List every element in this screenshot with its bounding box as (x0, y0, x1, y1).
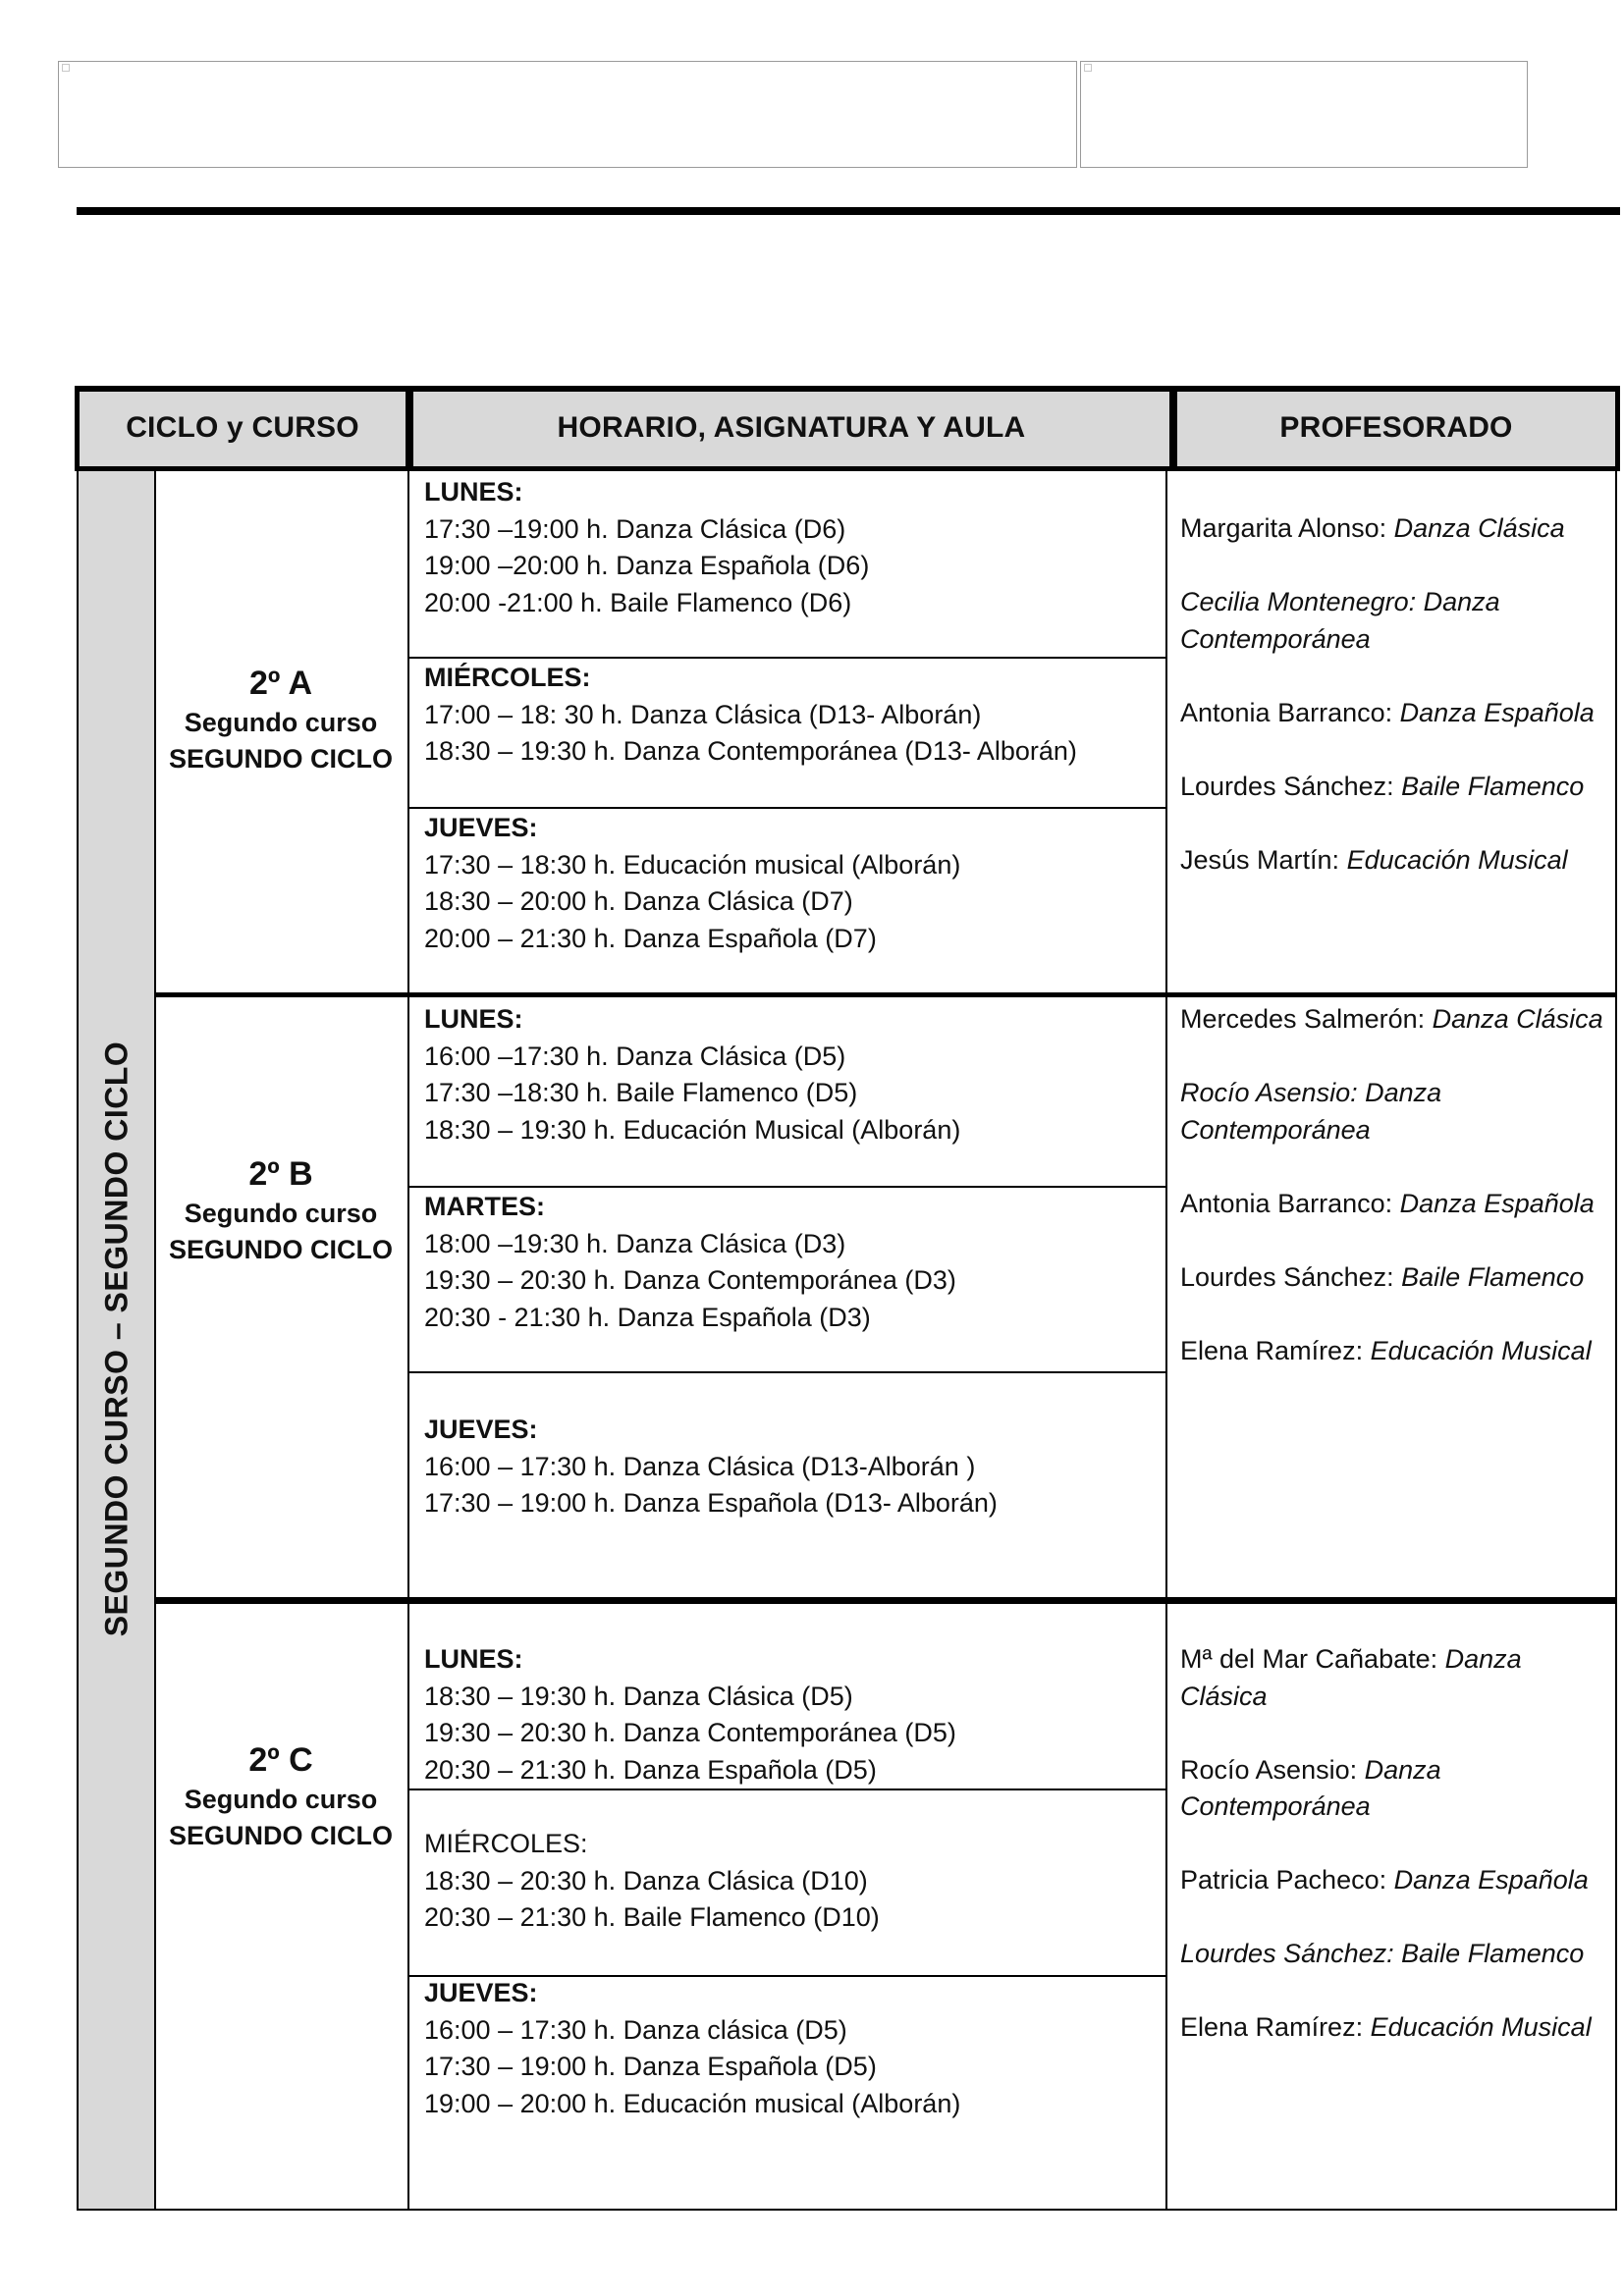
schedule-line: 16:00 – 17:30 h. Danza clásica (D5) (424, 2014, 847, 2045)
schedule-line: 16:00 –17:30 h. Danza Clásica (D5) (424, 1041, 846, 1071)
day-name: JUEVES: (424, 1978, 538, 2007)
day-block (424, 1001, 1151, 1148)
schedule-line: 20:00 -21:00 h. Baile Flamenco (D6) (424, 587, 852, 617)
teacher-entry (1180, 1936, 1612, 1973)
schedule-line: 19:30 – 20:30 h. Danza Contemporánea (D3) (424, 1265, 956, 1295)
teacher-name: Rocío Asensio: (1180, 1754, 1365, 1785)
teacher-entry (1180, 842, 1612, 880)
teacher-name: Margarita Alonso: (1180, 513, 1394, 543)
schedule-line: 18:30 – 19:30 h. Danza Contemporánea (D13- Alborán) (424, 736, 1077, 766)
vertical-cycle-text: SEGUNDO CURSO – SEGUNDO CICLO (98, 1041, 135, 1637)
course-name: 2º A (248, 665, 313, 702)
day-block (424, 660, 1151, 771)
teacher-name: Lourdes Sánchez: (1180, 1261, 1402, 1292)
teacher-entry (1180, 1862, 1612, 1899)
teacher-entry (1180, 1752, 1612, 1826)
teacher-entry (1180, 1186, 1612, 1223)
day-separator (407, 1371, 1167, 1373)
course-line1: Segundo curso (184, 1785, 378, 1814)
teacher-subject: Danza Española (1399, 1188, 1595, 1218)
teacher-subject: Educación Musical (1370, 2012, 1592, 2042)
schedule-line: 19:00 –20:00 h. Danza Española (D6) (424, 551, 870, 580)
day-separator (407, 1789, 1167, 1790)
day-block (424, 810, 1151, 957)
table-border (1615, 469, 1617, 2211)
day-block (424, 1189, 1151, 1336)
schedule-line: 18:30 – 20:00 h. Danza Clásica (D7) (424, 886, 853, 916)
schedule-line: 16:00 – 17:30 h. Danza Clásica (D13-Alborán ) (424, 1451, 976, 1481)
course-line2: SEGUNDO CICLO (168, 1821, 393, 1850)
course-name: 2º B (248, 1155, 313, 1193)
table-border (75, 466, 1620, 471)
teacher-entry (1180, 769, 1612, 806)
teacher-entry (1180, 1333, 1612, 1370)
table-border (1615, 386, 1620, 471)
table-border (1169, 386, 1177, 471)
teacher-name: Antonia Barranco: (1180, 1188, 1400, 1218)
group-separator (154, 992, 1617, 997)
course-cell (155, 1738, 406, 1854)
table-border (77, 2209, 1617, 2211)
table-border (77, 469, 79, 2211)
teacher-subject: Danza Clásica (1180, 1644, 1522, 1711)
day-block (424, 1826, 1151, 1937)
teacher-subject: Cecilia Montenegro: Danza Contemporánea (1180, 587, 1500, 654)
course-line2: SEGUNDO CICLO (168, 744, 393, 774)
course-line2: SEGUNDO CICLO (168, 1235, 393, 1264)
teacher-name: Elena Ramírez: (1180, 1335, 1371, 1365)
teacher-subject: Danza Clásica (1432, 1004, 1603, 1034)
teacher-subject: Educación Musical (1370, 1335, 1592, 1365)
day-separator (407, 657, 1167, 659)
teacher-entry (1180, 1259, 1612, 1297)
day-name: JUEVES: (424, 1415, 538, 1444)
day-name: LUNES: (424, 477, 523, 507)
schedule-line: 18:00 –19:30 h. Danza Clásica (D3) (424, 1228, 846, 1258)
teacher-subject: Baile Flamenco (1401, 1261, 1585, 1292)
image-placeholder-icon (1084, 64, 1092, 72)
day-block (424, 474, 1151, 621)
schedule-line: 17:30 –18:30 h. Baile Flamenco (D5) (424, 1078, 858, 1107)
header-profesorado: PROFESORADO (1279, 411, 1513, 444)
day-name: LUNES: (424, 1004, 523, 1034)
table-border (406, 386, 413, 471)
teacher-entry (1180, 1075, 1612, 1148)
day-name: LUNES: (424, 1644, 523, 1674)
teacher-name: Mª del Mar Cañabate: (1180, 1644, 1445, 1674)
schedule-line: 18:30 – 19:30 h. Danza Clásica (D5) (424, 1681, 853, 1711)
course-name: 2º C (248, 1741, 313, 1779)
schedule-line: 17:30 – 18:30 h. Educación musical (Alborán) (424, 849, 961, 880)
day-block (424, 1975, 1151, 2122)
teachers-cell (1180, 1641, 1612, 2083)
teacher-entry (1180, 1641, 1612, 1715)
header-box-left (58, 61, 1077, 168)
teacher-subject: Educación Musical (1346, 844, 1568, 875)
teacher-name: Patricia Pacheco: (1180, 1865, 1394, 1895)
table-border (75, 386, 80, 471)
day-block (424, 1412, 1151, 1522)
teacher-name: Antonia Barranco: (1180, 697, 1400, 727)
header-box-right (1080, 61, 1528, 168)
table-border (75, 386, 1620, 392)
day-block (424, 1641, 1151, 1789)
header-ciclo-curso: CICLO y CURSO (126, 411, 359, 444)
schedule-line: 19:00 – 20:00 h. Educación musical (Alborán) (424, 2088, 961, 2118)
image-placeholder-icon (62, 64, 70, 72)
day-separator (407, 1186, 1167, 1188)
teacher-subject: Baile Flamenco (1401, 771, 1585, 801)
teacher-subject: Danza Contemporánea (1180, 1754, 1441, 1821)
course-line1: Segundo curso (184, 708, 378, 737)
schedule-line: 20:30 – 21:30 h. Baile Flamenco (D10) (424, 1902, 880, 1932)
teacher-entry (1180, 695, 1612, 732)
schedule-line: 18:30 – 20:30 h. Danza Clásica (D10) (424, 1865, 868, 1896)
course-line1: Segundo curso (184, 1199, 378, 1228)
schedule-line: 17:30 –19:00 h. Danza Clásica (D6) (424, 513, 846, 544)
course-cell (155, 662, 406, 777)
teacher-entry (1180, 1001, 1612, 1039)
schedule-line: 20:30 - 21:30 h. Danza Española (D3) (424, 1302, 871, 1332)
schedule-line: 20:00 – 21:30 h. Danza Española (D7) (424, 923, 877, 953)
day-name: JUEVES: (424, 813, 538, 842)
day-name: MARTES: (424, 1192, 545, 1221)
teacher-subject: Lourdes Sánchez: Baile Flamenco (1180, 1939, 1585, 1968)
schedule-line: 19:30 – 20:30 h. Danza Contemporánea (D5) (424, 1718, 956, 1747)
header-horario: HORARIO, ASIGNATURA Y AULA (557, 411, 1026, 444)
schedule-line: 20:30 – 21:30 h. Danza Española (D5) (424, 1754, 877, 1785)
teacher-entry (1180, 510, 1612, 548)
teacher-name: Mercedes Salmerón: (1180, 1004, 1433, 1034)
teacher-name: Elena Ramírez: (1180, 2012, 1371, 2042)
teacher-subject: Danza Española (1399, 697, 1595, 727)
schedule-line: 17:30 – 19:00 h. Danza Española (D5) (424, 2052, 877, 2081)
table-border (407, 469, 409, 2211)
day-separator (407, 807, 1167, 809)
teacher-name: Jesús Martín: (1180, 844, 1347, 875)
teacher-entry (1180, 2009, 1612, 2047)
group-separator (154, 1597, 1617, 1604)
teacher-subject: Danza Clásica (1393, 513, 1565, 543)
teacher-subject: Rocío Asensio: Danza Contemporánea (1180, 1078, 1442, 1145)
teacher-entry (1180, 584, 1612, 658)
day-name: MIÉRCOLES: (424, 663, 591, 692)
vertical-cycle-label (79, 469, 155, 2209)
teacher-name: Lourdes Sánchez: (1180, 771, 1402, 801)
day-name: MIÉRCOLES: (424, 1829, 588, 1858)
schedule-line: 18:30 – 19:30 h. Educación Musical (Alborán) (424, 1114, 961, 1145)
schedule-line: 17:00 – 18: 30 h. Danza Clásica (D13- Alborán) (424, 699, 982, 729)
teacher-subject: Danza Española (1393, 1865, 1589, 1895)
teachers-cell (1180, 1001, 1612, 1407)
schedule-line: 17:30 – 19:00 h. Danza Española (D13- Alborán) (424, 1488, 998, 1518)
table-border (1165, 469, 1167, 2211)
header-rule (77, 207, 1620, 215)
teachers-cell (1180, 510, 1612, 916)
course-cell (155, 1152, 406, 1268)
